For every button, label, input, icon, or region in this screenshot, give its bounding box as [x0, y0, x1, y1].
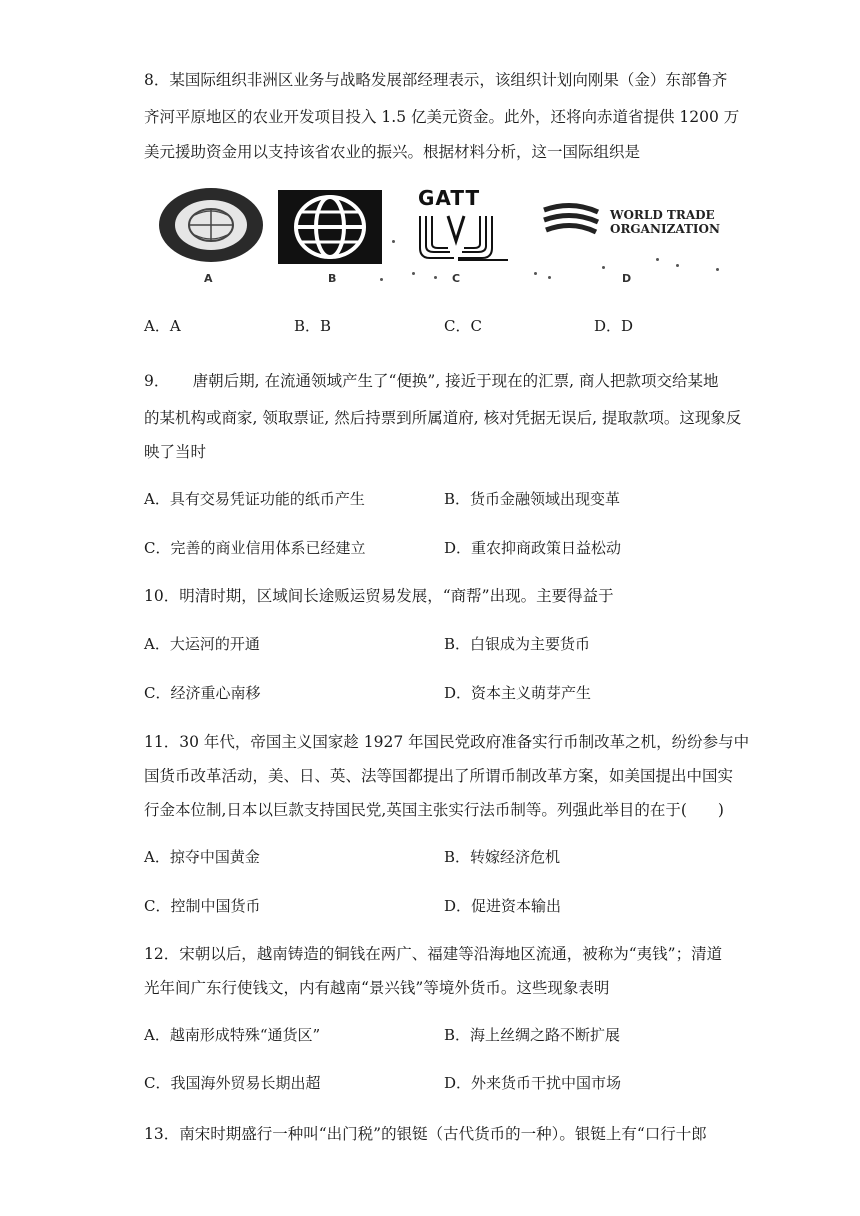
q12-stem-line-1: 12．宋朝以后，越南铸造的铜钱在两广、福建等沿海地区流通，被称为“夷钱”；清道: [144, 945, 723, 963]
q10-option-a[interactable]: A．大运河的开通: [144, 635, 260, 653]
q11-stem-line-3: 行金本位制,日本以巨款支持国民党,英国主张实行法币制等。列强此举目的在于( ): [144, 801, 724, 819]
world-bank-logo: [278, 190, 382, 268]
q9-stem-line-1: 9． 唐朝后期, 在流通领域产生了“便换”, 接近于现在的汇票, 商人把款项交给某地: [144, 372, 719, 390]
q9-option-b[interactable]: B．货币金融领域出现变革: [444, 490, 621, 508]
scan-speck: [548, 276, 551, 279]
q12-option-a[interactable]: A．越南形成特殊“通货区”: [144, 1026, 321, 1044]
q8-stem-line-1: 8．某国际组织非洲区业务与战略发展部经理表示，该组织计划向刚果（金）东部鲁齐: [144, 71, 728, 89]
logo-caption-d: D: [622, 272, 632, 285]
q8-stem-line-3: 美元援助资金用以支持该省农业的振兴。根据材料分析，这一国际组织是: [144, 143, 641, 161]
scan-speck: [392, 240, 395, 243]
q9-option-a[interactable]: A．具有交易凭证功能的纸币产生: [144, 490, 365, 508]
q11-stem-line-1: 11．30 年代，帝国主义国家趁 1927 年国民党政府准备实行币制改革之机，纷纷参与中: [144, 733, 750, 751]
wto-text-line-1: WORLD TRADE: [610, 208, 715, 222]
q9-option-d[interactable]: D．重农抑商政策日益松动: [444, 539, 622, 557]
scan-speck: [434, 276, 437, 279]
imf-logo: [155, 185, 267, 269]
q11-option-d[interactable]: D．促进资本输出: [444, 897, 562, 915]
scan-speck: [656, 258, 659, 261]
logo-caption-b: B: [328, 272, 337, 285]
q13-stem-line-1: 13．南宋时期盛行一种叫“出门税”的银铤（古代货币的一种）。银铤上有“口行十郎: [144, 1125, 707, 1143]
q8-option-b[interactable]: B．B: [294, 317, 332, 335]
gatt-logo: [412, 186, 512, 266]
q8-stem-line-2: 齐河平原地区的农业开发项目投入 1.5 亿美元资金。此外，还将向赤道省提供 1200 万: [144, 108, 740, 126]
scan-speck: [676, 264, 679, 267]
scan-speck: [380, 278, 383, 281]
q10-option-b[interactable]: B．白银成为主要货币: [444, 635, 591, 653]
q12-stem-line-2: 光年间广东行使钱文，内有越南“景兴钱”等境外货币。这些现象表明: [144, 979, 610, 997]
scan-speck: [716, 268, 719, 271]
q12-option-c[interactable]: C．我国海外贸易长期出超: [144, 1074, 321, 1092]
q10-option-c[interactable]: C．经济重心南移: [144, 684, 261, 702]
scan-speck: [412, 272, 415, 275]
scan-speck: [534, 272, 537, 275]
q11-option-b[interactable]: B．转嫁经济危机: [444, 848, 561, 866]
q10-stem-line-1: 10．明清时期，区域间长途贩运贸易发展，“商帮”出现。主要得益于: [144, 587, 614, 605]
wto-text-line-2: ORGANIZATION: [610, 222, 720, 236]
q12-option-d[interactable]: D．外来货币干扰中国市场: [444, 1074, 622, 1092]
logo-caption-c: C: [452, 272, 461, 285]
q8-option-d[interactable]: D．D: [594, 317, 634, 335]
q9-option-c[interactable]: C．完善的商业信用体系已经建立: [144, 539, 366, 557]
scan-speck: [602, 266, 605, 269]
q8-option-a[interactable]: A．A: [144, 317, 181, 335]
q8-logo-figure: [150, 180, 750, 290]
q11-option-a[interactable]: A．掠夺中国黄金: [144, 848, 260, 866]
q9-stem-line-2: 的某机构或商家, 领取票证, 然后持票到所属道府, 核对凭据无误后, 提取款项。这现象反: [144, 409, 742, 427]
wto-logo: [538, 202, 750, 242]
q11-stem-line-2: 国货币改革活动，美、日、英、法等国都提出了所谓币制改革方案，如美国提出中国实: [144, 767, 734, 785]
q10-option-d[interactable]: D．资本主义萌芽产生: [444, 684, 592, 702]
gatt-logo-text: GATT: [418, 186, 481, 210]
q11-option-c[interactable]: C．控制中国货币: [144, 897, 261, 915]
q12-option-b[interactable]: B．海上丝绸之路不断扩展: [444, 1026, 621, 1044]
q9-stem-line-3: 映了当时: [144, 443, 207, 461]
q8-option-c[interactable]: C．C: [444, 317, 482, 335]
logo-caption-a: A: [204, 272, 213, 285]
